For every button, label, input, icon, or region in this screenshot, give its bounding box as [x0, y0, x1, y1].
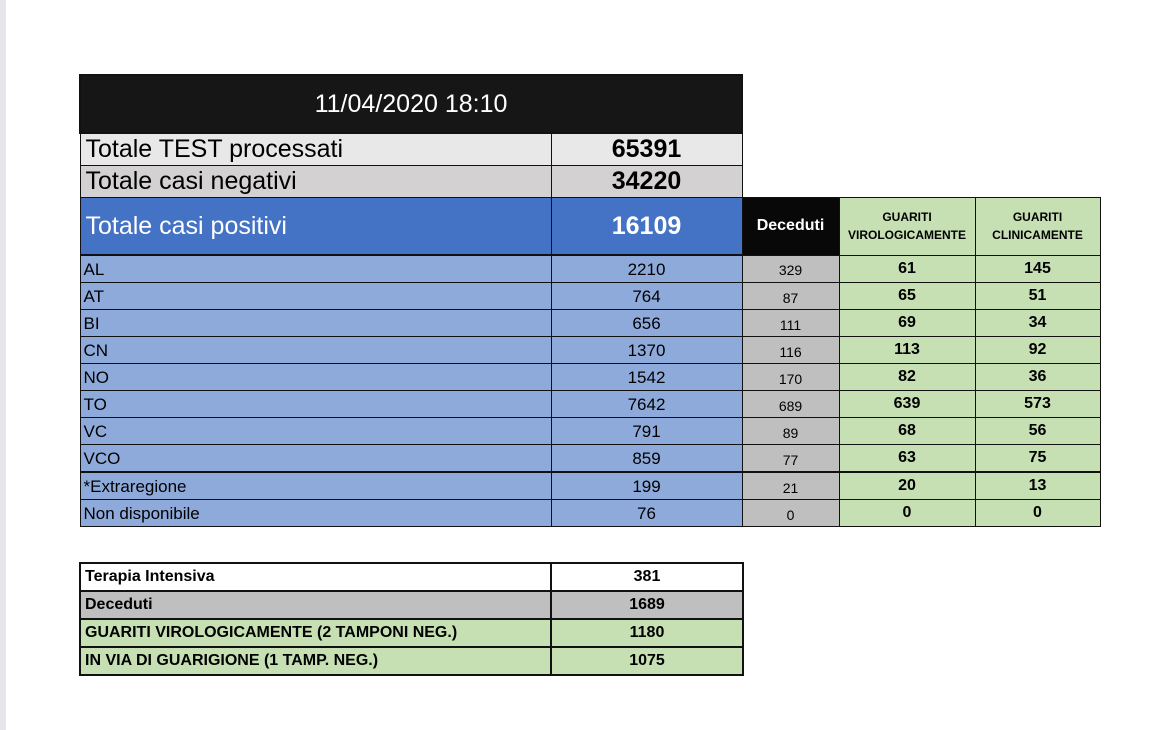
- province-label: CN: [80, 337, 551, 364]
- summary-value-deaths: 1689: [551, 591, 743, 619]
- table-row: [80, 445, 1100, 473]
- summary-value-healing: 1075: [551, 647, 743, 675]
- guariti-clin-header-line1: GUARITI: [1012, 210, 1063, 225]
- summary-label-deaths: Deceduti: [80, 591, 551, 619]
- table-row: [80, 364, 1100, 391]
- summary-row: [80, 591, 743, 619]
- positive-count: 1370: [551, 337, 742, 364]
- recovered-viro-count: 82: [839, 364, 975, 391]
- total-tests-row: [80, 133, 1100, 166]
- province-label: NO: [80, 364, 551, 391]
- total-negative-label: Totale casi negativi: [80, 166, 551, 198]
- positive-count: 764: [551, 283, 742, 310]
- recovered-clin-count: 13: [975, 472, 1100, 500]
- recovered-viro-count: 69: [839, 310, 975, 337]
- deaths-count: 87: [742, 283, 839, 310]
- positive-count: 1542: [551, 364, 742, 391]
- recovered-viro-count: 65: [839, 283, 975, 310]
- timestamp-row: [80, 75, 1100, 133]
- deaths-count: 170: [742, 364, 839, 391]
- recovered-clin-count: 51: [975, 283, 1100, 310]
- total-tests-value: 65391: [551, 133, 742, 166]
- province-label: Non disponibile: [80, 500, 551, 527]
- summary-table: [79, 562, 744, 676]
- positive-count: 2210: [551, 255, 742, 283]
- guariti-clinicamente-header: [975, 198, 1100, 256]
- recovered-viro-count: 20: [839, 472, 975, 500]
- total-tests-label: Totale TEST processati: [80, 133, 551, 166]
- deaths-count: 111: [742, 310, 839, 337]
- table-row: [80, 418, 1100, 445]
- guariti-clin-header-line2: CLINICAMENTE: [992, 228, 1083, 243]
- guariti-viro-header-line2: VIROLOGICAMENTE: [847, 228, 966, 243]
- table-row: [80, 472, 1100, 500]
- province-label: *Extraregione: [80, 472, 551, 500]
- table-row: [80, 391, 1100, 418]
- total-positive-label: Totale casi positivi: [80, 198, 551, 256]
- total-negative-value: 34220: [551, 166, 742, 198]
- table-row: [80, 500, 1100, 527]
- deaths-count: 329: [742, 255, 839, 283]
- table-row: [80, 283, 1100, 310]
- deaths-count: 689: [742, 391, 839, 418]
- positive-count: 859: [551, 445, 742, 473]
- province-label: TO: [80, 391, 551, 418]
- guariti-viro-header-line1: GUARITI: [882, 210, 932, 225]
- recovered-viro-count: 61: [839, 255, 975, 283]
- deaths-count: 21: [742, 472, 839, 500]
- page-edge: [0, 0, 6, 730]
- recovered-clin-count: 75: [975, 445, 1100, 473]
- recovered-viro-count: 113: [839, 337, 975, 364]
- province-label: AL: [80, 255, 551, 283]
- recovered-viro-count: 68: [839, 418, 975, 445]
- recovered-viro-count: 639: [839, 391, 975, 418]
- province-label: VC: [80, 418, 551, 445]
- recovered-clin-count: 56: [975, 418, 1100, 445]
- province-label: AT: [80, 283, 551, 310]
- summary-value-recovered-viro: 1180: [551, 619, 743, 647]
- positive-count: 656: [551, 310, 742, 337]
- summary-label-recovered-viro: GUARITI VIROLOGICAMENTE (2 TAMPONI NEG.): [80, 619, 551, 647]
- total-positive-value: 16109: [551, 198, 742, 256]
- recovered-clin-count: 0: [975, 500, 1100, 527]
- recovered-viro-count: 0: [839, 500, 975, 527]
- summary-label-intensive-care: Terapia Intensiva: [80, 563, 551, 591]
- table-row: [80, 337, 1100, 364]
- summary-row: [80, 563, 743, 591]
- table-row: [80, 310, 1100, 337]
- total-negative-row: [80, 166, 1100, 198]
- summary-row: [80, 619, 743, 647]
- report-timestamp: 11/04/2020 18:10: [80, 75, 742, 133]
- deaths-count: 77: [742, 445, 839, 473]
- main-report-table: [79, 74, 1101, 527]
- deaths-count: 116: [742, 337, 839, 364]
- positive-count: 199: [551, 472, 742, 500]
- positive-count: 76: [551, 500, 742, 527]
- province-label: BI: [80, 310, 551, 337]
- guariti-virologicamente-header: [839, 198, 975, 256]
- positive-count: 791: [551, 418, 742, 445]
- recovered-clin-count: 573: [975, 391, 1100, 418]
- table-row: [80, 255, 1100, 283]
- summary-value-intensive-care: 381: [551, 563, 743, 591]
- total-positive-row: [80, 198, 1100, 256]
- recovered-clin-count: 36: [975, 364, 1100, 391]
- summary-label-healing: IN VIA DI GUARIGIONE (1 TAMP. NEG.): [80, 647, 551, 675]
- recovered-clin-count: 34: [975, 310, 1100, 337]
- recovered-clin-count: 92: [975, 337, 1100, 364]
- deaths-count: 89: [742, 418, 839, 445]
- recovered-clin-count: 145: [975, 255, 1100, 283]
- recovered-viro-count: 63: [839, 445, 975, 473]
- deaths-count: 0: [742, 500, 839, 527]
- positive-count: 7642: [551, 391, 742, 418]
- summary-row: [80, 647, 743, 675]
- deceduti-header: Deceduti: [742, 198, 839, 256]
- province-label: VCO: [80, 445, 551, 473]
